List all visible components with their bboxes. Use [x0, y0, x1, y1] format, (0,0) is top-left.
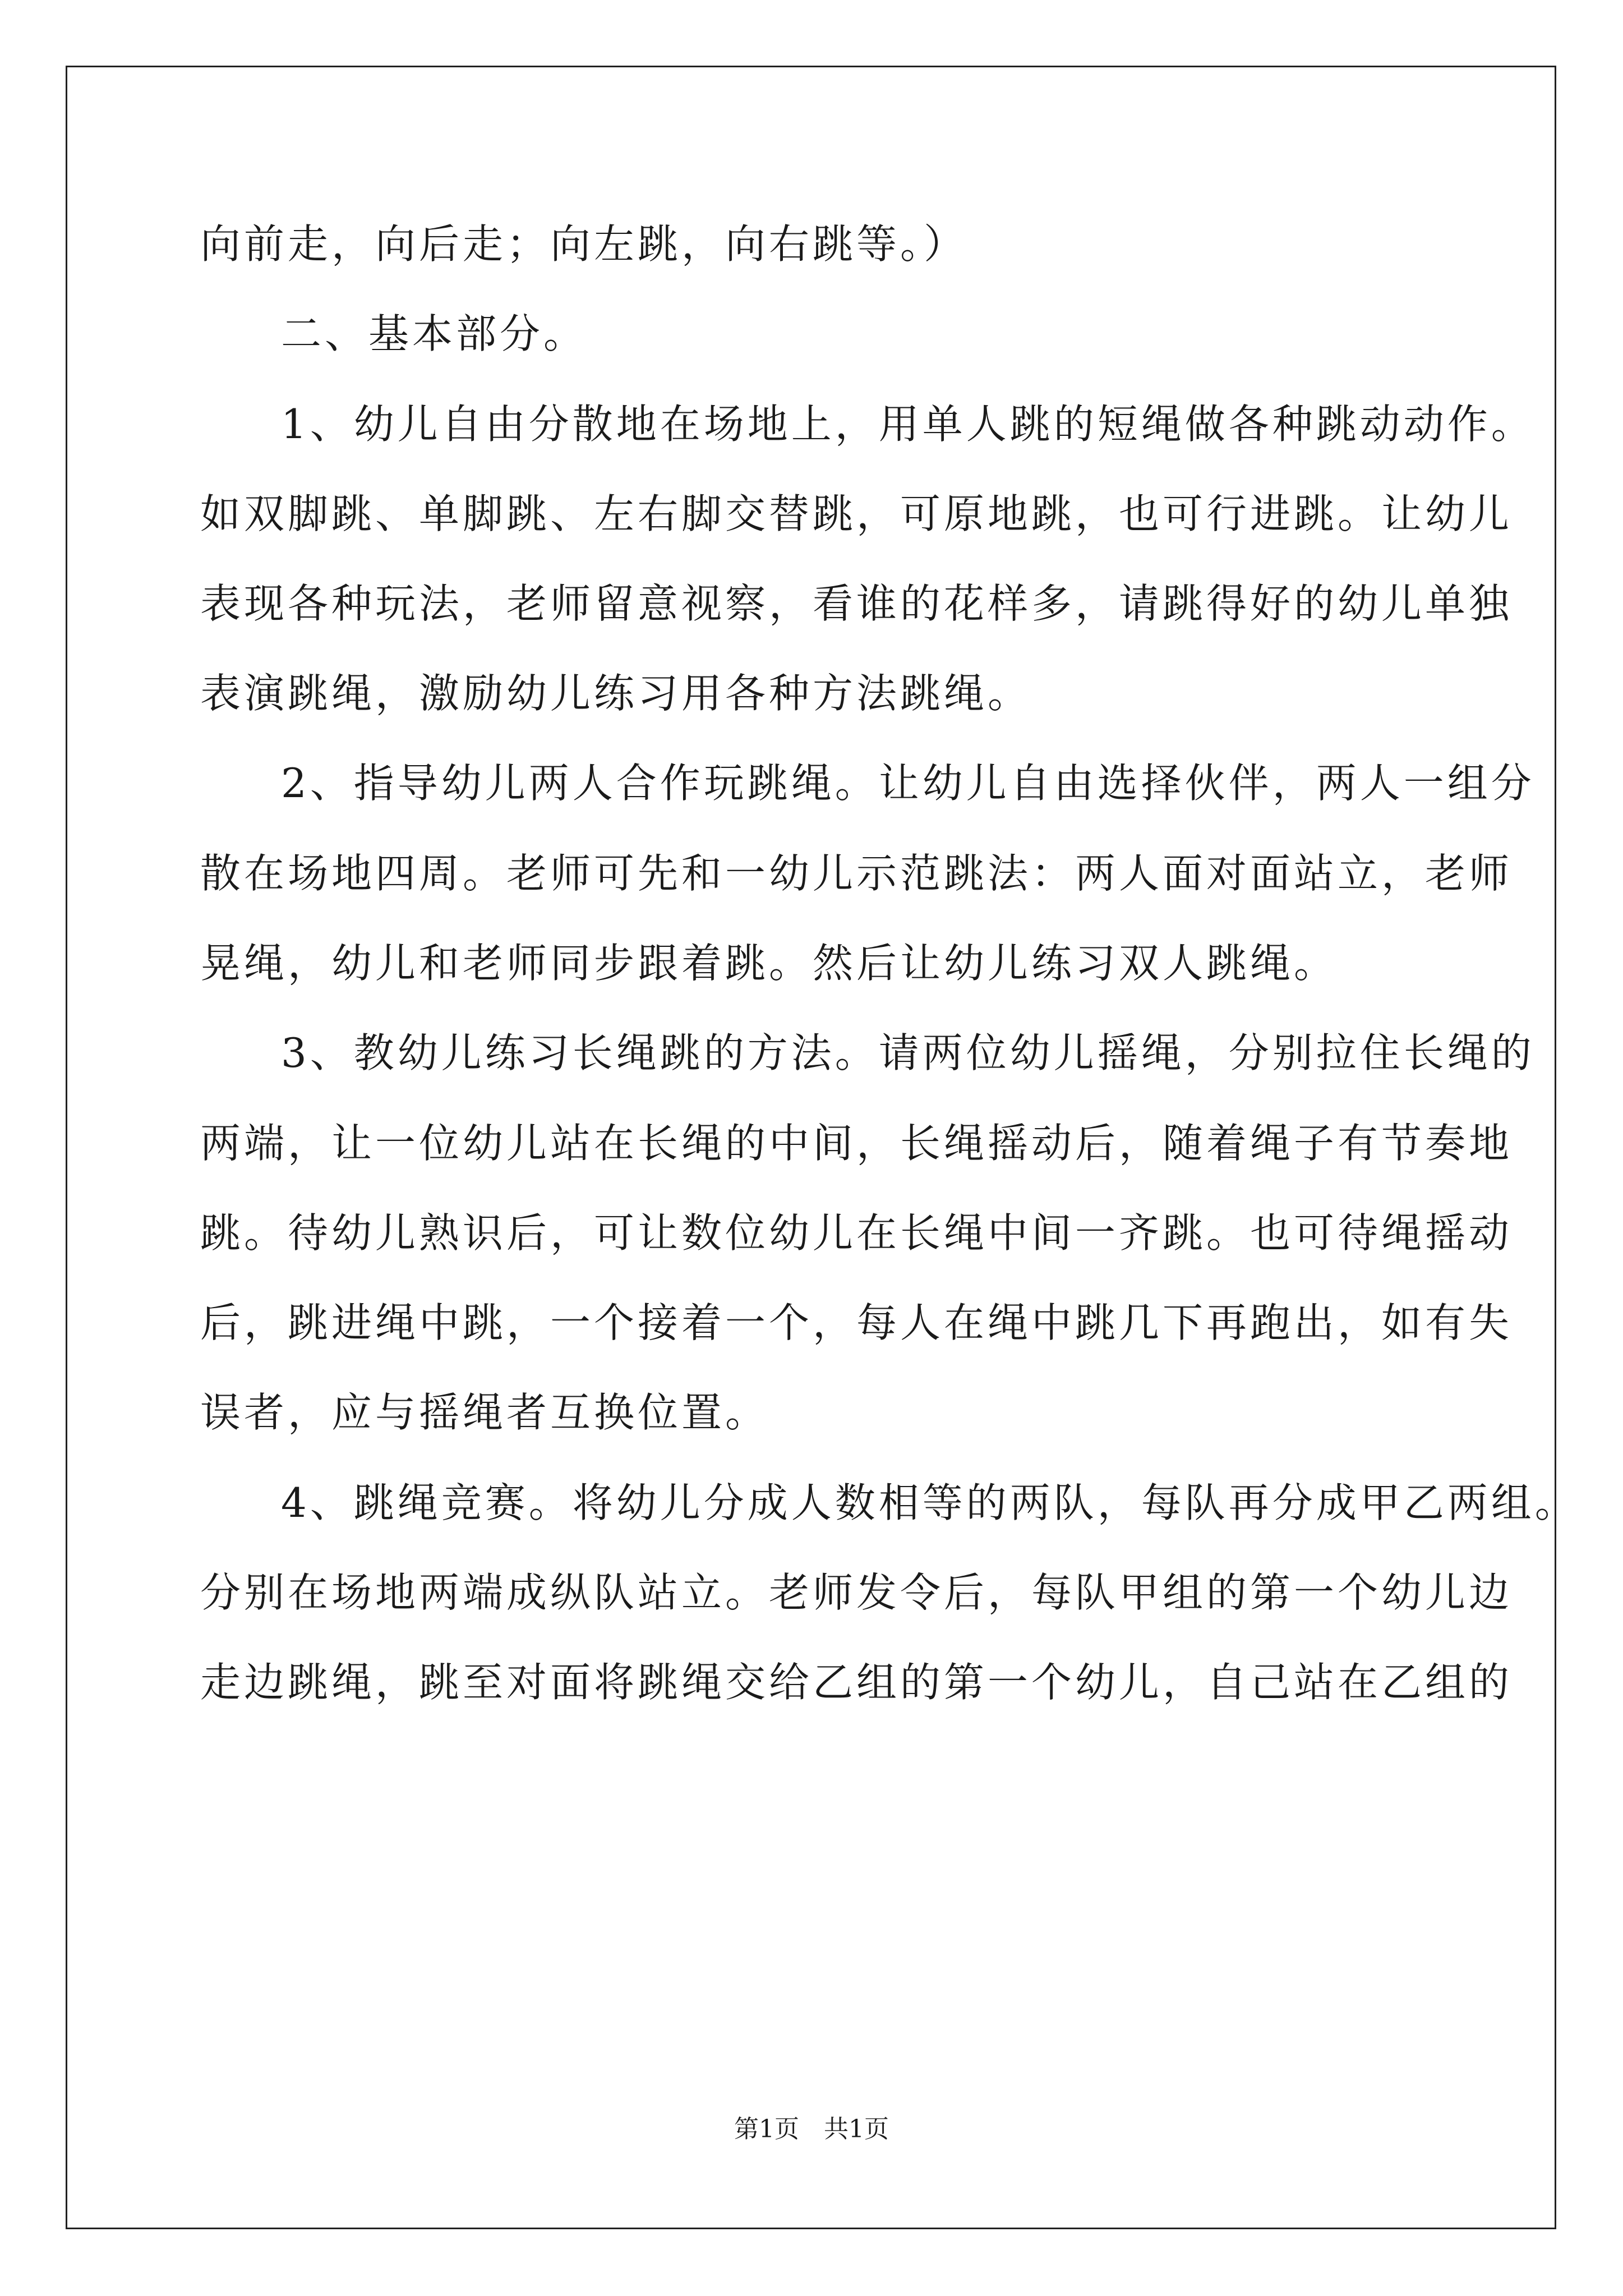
text-line: 走边跳绳，跳至对面将跳绳交给乙组的第一个幼儿，自己站在乙组的 — [200, 1659, 1513, 1706]
text-line: 表演跳绳，激励幼儿练习用各种方法跳绳。 — [200, 670, 1032, 717]
text-line: 晃绳，幼儿和老师同步跟着跳。然后让幼儿练习双人跳绳。 — [200, 940, 1338, 987]
text-line: 跳。待幼儿熟识后，可让数位幼儿在长绳中间一齐跳。也可待绳摇动 — [200, 1209, 1513, 1257]
paragraph-start: 1、幼儿自由分散地在场地上，用单人跳的短绳做各种跳动动作。 — [281, 401, 1535, 448]
text-line: 两端，让一位幼儿站在长绳的中间，长绳摇动后，随着绳子有节奏地 — [200, 1120, 1513, 1167]
text-line: 如双脚跳、单脚跳、左右脚交替跳，可原地跳，也可行进跳。让幼儿 — [200, 490, 1513, 537]
text-line: 表现各种玩法，老师留意视察，看谁的花样多，请跳得好的幼儿单独 — [200, 580, 1513, 627]
page-number: 第1页 共1页 — [734, 2115, 889, 2143]
text-line: 后，跳进绳中跳，一个接着一个，每人在绳中跳几下再跑出，如有失 — [200, 1299, 1513, 1346]
paragraph-start: 2、指导幼儿两人合作玩跳绳。让幼儿自由选择伙伴，两人一组分 — [281, 760, 1535, 807]
text-line: 散在场地四周。老师可先和一幼儿示范跳法：两人面对面站立，老师 — [200, 850, 1513, 897]
text-line: 向前走，向后走；向左跳，向右跳等。） — [200, 220, 968, 268]
paragraph-start: 3、教幼儿练习长绳跳的方法。请两位幼儿摇绳，分别拉住长绳的 — [281, 1029, 1535, 1076]
paragraph-start: 4、跳绳竞赛。将幼儿分成人数相等的两队，每队再分成甲乙两组。 — [281, 1479, 1579, 1526]
text-line: 误者，应与摇绳者互换位置。 — [200, 1389, 769, 1436]
section-heading: 二、基本部分。 — [281, 310, 588, 357]
text-line: 分别在场地两端成纵队站立。老师发令后，每队甲组的第一个幼儿边 — [200, 1569, 1513, 1616]
